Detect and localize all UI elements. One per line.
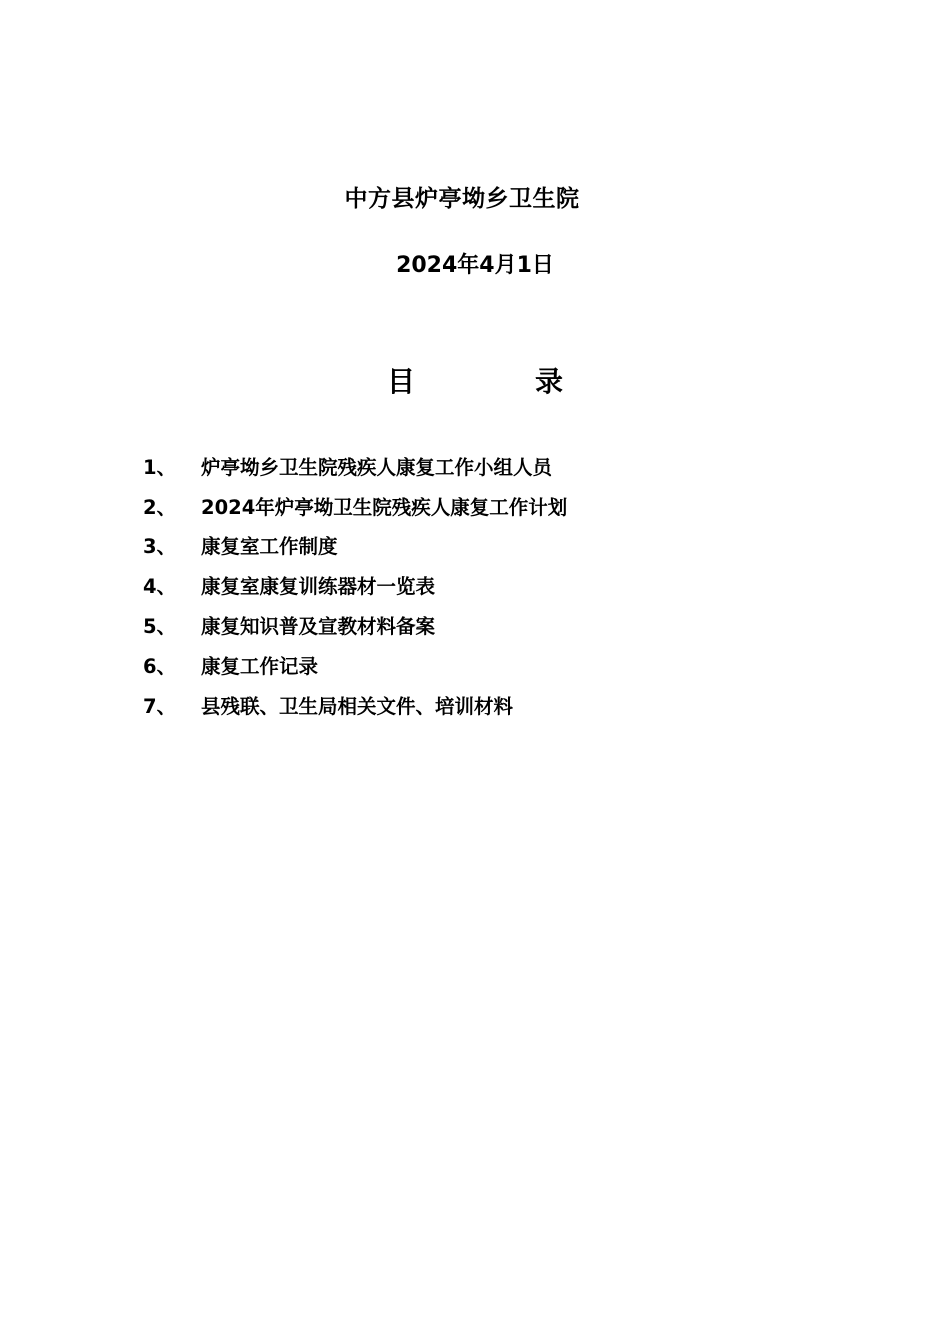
toc-item-number: 3、 [143,535,177,559]
toc-item [143,446,863,486]
toc-heading-right: 录 [535,365,564,398]
toc-item-number: 1、 [143,455,177,479]
toc-item-label: 2024年炉亭坳卫生院残疾人康复工作计划 [201,495,568,519]
toc-item [143,605,863,645]
toc-item-number: 5、 [143,615,177,639]
toc-item-label: 康复知识普及宣教材料备案 [201,615,436,639]
toc-item-label: 康复工作记录 [201,654,319,678]
toc-item [143,565,863,605]
toc-heading [0,362,950,402]
toc-list [143,446,863,725]
toc-item-number: 6、 [143,654,177,678]
toc-item-label: 康复室康复训练器材一览表 [201,575,436,599]
toc-item [143,685,863,725]
toc-item-number: 2、 [143,495,177,519]
toc-heading-left: 目 [386,365,415,398]
toc-item [143,486,863,526]
toc-item [143,645,863,685]
document-date: 2024年4月1日 [396,253,554,278]
toc-item [143,526,863,566]
toc-item-label: 县残联、卫生局相关文件、培训材料 [201,694,514,718]
toc-item-label: 炉亭坳乡卫生院残疾人康复工作小组人员 [201,455,553,479]
toc-item-number: 4、 [143,575,177,599]
toc-item-label: 康复室工作制度 [201,535,338,559]
toc-item-number: 7、 [143,694,177,718]
organization-title: 中方县炉亭坳乡卫生院 [344,186,580,212]
